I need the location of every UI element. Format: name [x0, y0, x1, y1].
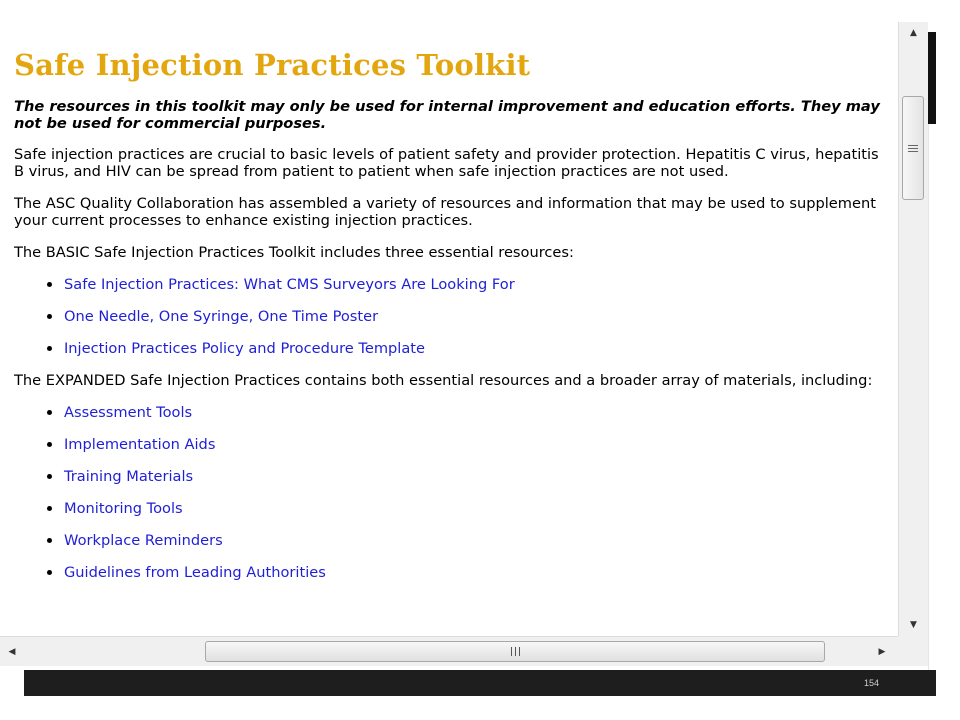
basic-resources-list: [14, 276, 884, 357]
expanded-resources-list: [14, 404, 884, 581]
list-item: [14, 500, 884, 517]
one-needle-poster-link[interactable]: One Needle, One Syringe, One Time Poster: [64, 308, 379, 325]
page-content: [14, 48, 884, 596]
list-item: [14, 436, 884, 453]
list-item: [14, 468, 884, 485]
guidelines-link[interactable]: Guidelines from Leading Authorities: [64, 564, 326, 581]
implementation-aids-link[interactable]: Implementation Aids: [64, 436, 216, 453]
window-edge: [928, 32, 936, 124]
monitoring-tools-link[interactable]: Monitoring Tools: [64, 500, 183, 517]
policy-template-link[interactable]: Injection Practices Policy and Procedure Template: [64, 340, 426, 357]
list-item: [14, 308, 884, 325]
scrollbar-corner: [898, 636, 928, 666]
training-materials-link[interactable]: Training Materials: [64, 468, 194, 485]
expanded-toolkit-heading: The EXPANDED Safe Injection Practices contains both essential resources and a broader array of materials, including:: [14, 372, 873, 389]
horizontal-scrollbar[interactable]: [0, 636, 898, 666]
grip-icon: [908, 145, 918, 152]
triangle-left-icon[interactable]: ◀: [8, 646, 16, 657]
intro-paragraph: Safe injection practices are crucial to basic levels of patient safety and provider protection. Hepatitis C virus, hepatitis B virus, and HIV can be spread from patient to patient when safe injection practices are not used.: [14, 146, 879, 180]
basic-toolkit-heading: The BASIC Safe Injection Practices Toolkit includes three essential resources:: [14, 244, 574, 261]
vertical-scroll-thumb[interactable]: [902, 96, 924, 200]
list-item: [14, 532, 884, 549]
slide-footer-bar: [24, 670, 936, 696]
browser-viewport: [0, 22, 898, 636]
workplace-reminders-link[interactable]: Workplace Reminders: [64, 532, 223, 549]
collaboration-paragraph: The ASC Quality Collaboration has assembled a variety of resources and information that may be used to supplement your current processes to enhance existing injection practices.: [14, 195, 876, 229]
triangle-down-icon[interactable]: ▼: [910, 620, 917, 630]
slide-number: 154: [863, 678, 879, 688]
window-border: [928, 124, 936, 670]
assessment-tools-link[interactable]: Assessment Tools: [64, 404, 193, 421]
list-item: [14, 404, 884, 421]
grip-icon: [511, 647, 520, 656]
triangle-right-icon[interactable]: ▶: [878, 646, 886, 657]
horizontal-scroll-thumb[interactable]: [205, 641, 825, 662]
list-item: [14, 564, 884, 581]
usage-disclaimer: The resources in this toolkit may only be used for internal improvement and education efforts. They may not be used for commercial purposes.: [14, 98, 880, 132]
list-item: [14, 276, 884, 293]
triangle-up-icon[interactable]: ▲: [910, 28, 917, 38]
vertical-scrollbar[interactable]: [898, 22, 928, 636]
cms-surveyors-link[interactable]: Safe Injection Practices: What CMS Surveyors Are Looking For: [64, 276, 515, 293]
list-item: [14, 340, 884, 357]
page-title: Safe Injection Practices Toolkit: [14, 48, 531, 82]
